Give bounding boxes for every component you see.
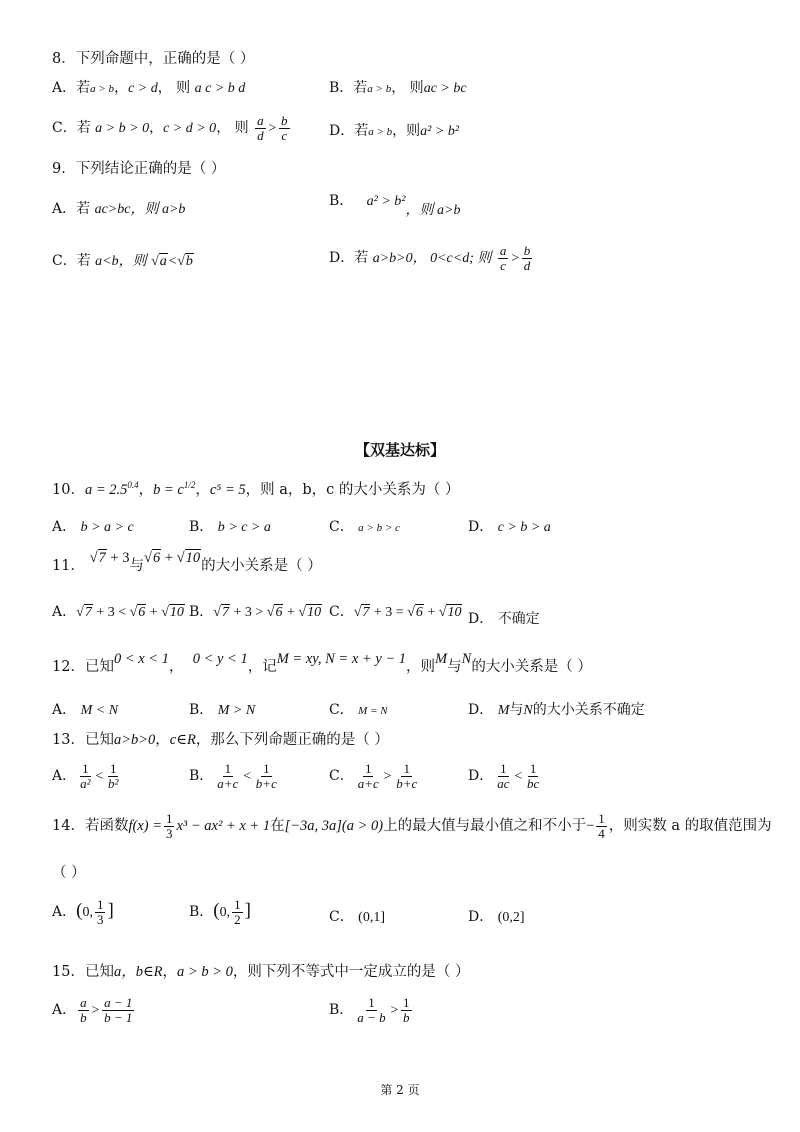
q15-option-b: B． $\frac{1}{a - b}$ > $\frac{1}{b}$ [329, 995, 410, 1025]
q9-stem: 9．下列结论正确的是（ ） [52, 161, 226, 177]
q13-option-b: B． $\frac{1}{a+c}$ < $\frac{1}{b+c}$ [189, 761, 277, 791]
q8-option-b: B．若a > b， 则ac > bc [329, 80, 467, 96]
fraction: $\frac{b}{d}$ [523, 243, 531, 273]
q12-stem: 12．已知0 < x < 1， 0 < y < 1，记M = xy, N = x + y − 1，则M与N的大小关系是（ ） [52, 651, 592, 675]
q11-option-c: C．√7 + 3 = √6 + √10 [329, 604, 462, 620]
q12-option-d: D． M与N的大小关系不确定 [468, 702, 645, 718]
q11-option-a: A．√7 + 3 < √6 + √10 [52, 604, 184, 620]
fraction: $\frac{a}{c}$ [499, 243, 507, 273]
sqrt: √b [177, 254, 193, 269]
section-title: 【双基达标】 [354, 441, 445, 459]
q10-option-b: B． b > c > a [189, 519, 271, 535]
q13-option-d: D． $\frac{1}{ac}$ < $\frac{1}{bc}$ [468, 761, 540, 791]
page-number: 第 2 页 [380, 1083, 420, 1097]
q12-option-b: B． M > N [189, 702, 256, 718]
q13-option-a: A． $\frac{1}{\text{a²}}$ < $\frac{1}{\text{b²}}$ [52, 761, 119, 791]
fraction: $\frac{b}{c}$ [281, 113, 288, 143]
q15-option-a: A． $\frac{a}{b}$ > $\frac{a - 1}{b - 1}$ [52, 995, 133, 1025]
q14-option-b: B．(0, $\frac{1}{2}$ ] [189, 897, 251, 927]
q12-option-c: C． M = N [329, 702, 388, 718]
q14-stem: 14．若函数f(x) = $\frac{1}{3}$ x³ − ax² + x + 1在[−3a, 3a](a > 0)上的最大值与最小值之和不小于− $\frac{1}{4}$ ，则实数 a 的取值范围为 [52, 811, 772, 841]
q12-option-a: A． M < N [52, 702, 119, 718]
q11-option-d: D． 不确定 [468, 611, 540, 627]
q9-option-b: B． a² > b²，则 a>b [329, 193, 461, 218]
q10-option-a: A． b > a > c [52, 519, 134, 535]
q8-option-a: A．若a > b，c > d， 则 a c > b d [52, 80, 246, 96]
q13-stem: 13．已知a>b>0，c∈R，那么下列命题正确的是（ ） [52, 732, 389, 748]
q14-option-c: C． (0,1] [329, 909, 385, 925]
q14-option-a: A．(0, $\frac{1}{3}$ ] [52, 897, 114, 927]
q10-stem: 10．$a = 2.5^{0.4}$，$b = c^{1/2}$，c⁵ = 5，则 a，b，c 的大小关系为（ ） [52, 480, 460, 498]
q9-option-c: C．若 a<b，则 √a<√b [52, 253, 193, 269]
q8-option-c: C．若 a > b > 0，c > d > 0， 则 $\frac{a}{d}$ > $\frac{b}{c}$ [52, 113, 288, 143]
q14-paren: （ ） [52, 865, 86, 881]
q13-option-c: C． $\frac{1}{a+c}$ > $\frac{1}{b+c}$ [329, 761, 418, 791]
fraction: $\frac{a}{d}$ [257, 113, 264, 143]
q9-option-d: D．若 a>b>0， 0<c<d; 则 $\frac{a}{c}$ > $\frac{b}{d}$ [329, 243, 531, 273]
q10-option-c: C． a > b > c [329, 519, 400, 535]
q10-option-d: D． c > b > a [468, 519, 551, 535]
q11-option-b: B．√7 + 3 > √6 + √10 [189, 604, 322, 620]
q15-stem: 15．已知a，b∈R，a > b > 0，则下列不等式中一定成立的是（ ） [52, 964, 470, 980]
q8-stem: 8．下列命题中，正确的是（ ） [52, 51, 255, 67]
q14-option-d: D． (0,2] [468, 909, 525, 925]
q8-option-d: D．若a > b，则a² > b² [329, 123, 460, 139]
sqrt: √a [151, 254, 167, 269]
q11-stem: 11． √7 + 3与√6 + √10的大小关系是（ ） [52, 550, 322, 574]
q9-option-a: A．若 ac>bc，则 a>b [52, 201, 186, 217]
